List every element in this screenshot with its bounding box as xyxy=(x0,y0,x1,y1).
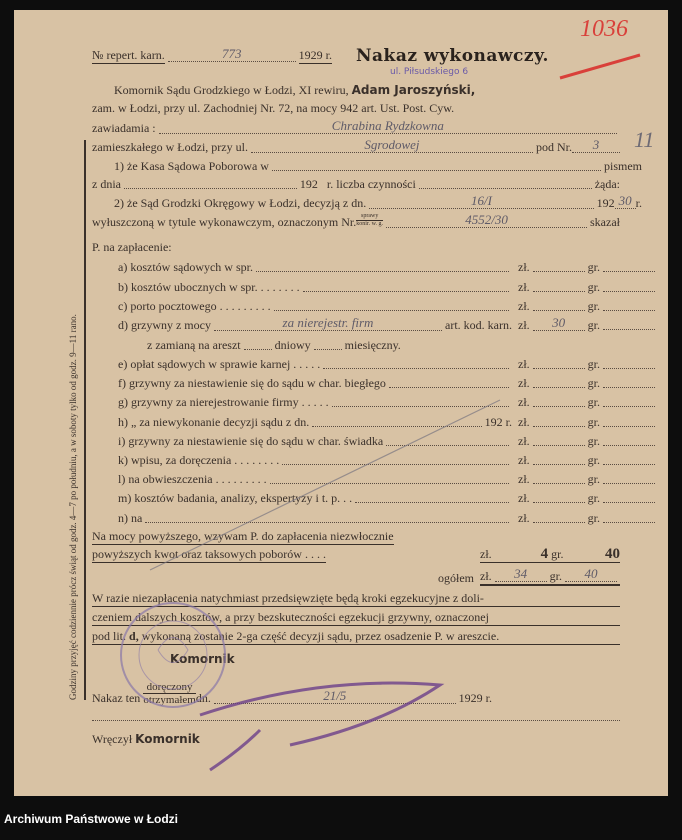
handwritten-case-no: 4552/30 xyxy=(386,213,587,228)
zl-label: zł. xyxy=(518,280,530,294)
fee-item-row xyxy=(92,374,658,391)
fee-item-row xyxy=(92,355,658,372)
komornik-label: Komornik xyxy=(170,652,235,666)
gr-label: gr. xyxy=(587,318,601,332)
ogolem-label: ogółem xyxy=(438,571,474,585)
warning-text: W razie niezapłacenia natychmiast przedsięwzięte będą kroki egzekucyjne z doli- xyxy=(92,591,620,607)
warning-text: pod lit. xyxy=(92,629,127,643)
gr-label: gr. xyxy=(587,415,601,429)
fee-item-label: d) grzywny z mocy xyxy=(118,318,211,332)
fee-item-suffix: 192 r. xyxy=(484,415,512,429)
fee-item-row xyxy=(92,432,658,449)
address-row xyxy=(92,138,620,155)
zl-label: zł. xyxy=(518,299,530,313)
gr-label: gr. xyxy=(587,280,601,294)
signature-line xyxy=(92,720,620,721)
warning-text: wykonaną zostanie 2-ga część decyzji sądu, przez osadzenie P. w areszcie. xyxy=(141,629,500,643)
fee-item-label: h) „ za niewykonanie decyzji sądu z dn. xyxy=(118,415,310,429)
intro-line-1 xyxy=(92,81,642,98)
fee-item-row xyxy=(92,297,658,314)
zl-label: zł. xyxy=(518,376,530,390)
liczba-label: r. liczba czynności xyxy=(326,177,416,191)
gr-label: gr. xyxy=(587,357,601,371)
fee-item-row xyxy=(92,393,658,410)
address-stamp: ul. Piłsudskiego 6 xyxy=(390,67,469,77)
komornik-label: Komornik xyxy=(135,732,200,746)
fee-item-row xyxy=(92,509,658,526)
letter-d: d, xyxy=(129,629,139,643)
handwritten-date: 16/I xyxy=(369,194,593,209)
archive-caption: Archiwum Państwowe w Łodzi xyxy=(4,812,179,826)
fee-item-label: e) opłat sądowych w sprawie karnej . . . . . xyxy=(118,357,321,371)
office-hours-note: Godziny przyjęć codziennie prócz świąt od godz. 4—7 po południu, a w soboty tylko od godz. 9—11 rano. xyxy=(68,140,86,700)
zl-label: zł. xyxy=(518,472,530,486)
zl-label: zł. xyxy=(480,569,492,583)
year-label: 192 xyxy=(299,177,318,191)
zl-label: zł. xyxy=(480,547,492,561)
fee-item-label: a) kosztów sądowych w spr. xyxy=(118,260,253,274)
z-dnia-label: z dnia xyxy=(92,177,121,191)
zl-label: zł. xyxy=(518,453,530,467)
gr-label: gr. xyxy=(549,569,563,583)
bailiff-name: Adam Jaroszyński, xyxy=(351,83,476,97)
na-zaplacenie: P. na zapłacenie: xyxy=(92,240,172,254)
zawiadamia-label: zawiadamia : xyxy=(92,121,156,135)
gr-label: gr. xyxy=(587,395,601,409)
summons-line-2 xyxy=(92,546,620,563)
zl-label: zł. xyxy=(518,318,530,332)
gr-label: gr. xyxy=(587,511,601,525)
fee-item-row xyxy=(92,316,658,333)
total-row xyxy=(92,569,620,586)
handwritten-name: Chrabina Rydzkowna xyxy=(159,119,617,134)
point-2-row xyxy=(92,194,642,211)
fee-item-row xyxy=(92,278,658,295)
otrzymalem-label: otrzymałem xyxy=(143,694,196,706)
gr-label: gr. xyxy=(587,434,601,448)
fee-gr: 40 xyxy=(605,546,621,562)
point-1-row xyxy=(92,157,642,174)
handwritten-fine-reason: za nierejestr. firm xyxy=(214,316,442,331)
dniowy-label: dniowy xyxy=(274,338,311,352)
fee-item-row xyxy=(92,470,658,487)
fee-item-label: n) na xyxy=(118,511,143,525)
fee-item-label: c) porto pocztowego . . . . . . . . . xyxy=(118,299,271,313)
fee-item-row xyxy=(92,413,658,430)
address-label: zamieszkałego w Łodzi, przy ul. xyxy=(92,140,248,154)
year-label: 192 xyxy=(596,196,615,210)
zawiadamia-row xyxy=(92,119,620,136)
r-label: r. xyxy=(635,196,642,210)
intro-text: Komornik Sądu Grodzkiego w Łodzi, XI rewiru, xyxy=(114,83,349,97)
title-nr-row xyxy=(92,213,620,230)
fee-item-label: g) grzywny za nierejestrowanie firmy . . . . . xyxy=(118,395,329,409)
handwritten-total-gr: 40 xyxy=(565,567,617,582)
summons-text: powyższych kwot oraz taksowych poborów . . . . xyxy=(92,547,326,561)
handwritten-street: Sgrodowej xyxy=(251,138,533,153)
point-2-text: 2) że Sąd Grodzki Okręgowy w Łodzi, decyzją z dn. xyxy=(114,196,367,210)
handwritten-total-zl: 34 xyxy=(495,567,547,582)
zl-label: zł. xyxy=(518,511,530,525)
fee-item-label: k) wpisu, za doręczenia . . . . . . . . xyxy=(118,453,280,467)
fee-item-label: i) grzywny za niestawienie się do sądu w char. świadka xyxy=(118,434,384,448)
gr-label: gr. xyxy=(587,376,601,390)
fraction-label xyxy=(356,213,383,228)
handwritten-repert-no: 773 xyxy=(168,47,296,62)
gr-label: gr. xyxy=(587,260,601,274)
summons-line-1 xyxy=(92,528,468,545)
gr-label: gr. xyxy=(551,547,564,561)
point-1-text: 1) że Kasa Sądowa Poborowa w xyxy=(114,159,269,173)
konir-label: konir. w. g. xyxy=(356,221,384,227)
handwritten-fine-amount: 30 xyxy=(533,316,585,331)
fee-item-suffix: art. kod. karn. xyxy=(445,318,512,332)
gr-label: gr. xyxy=(587,472,601,486)
zl-label: zł. xyxy=(518,395,530,409)
warning-text: czeniem dalszych kosztów, a przy bezskuteczności egzekucji grzywny, oznaczonej xyxy=(92,610,620,626)
intro-line-2: zam. w Łodzi, przy ul. Zachodniej Nr. 72, na mocy 942 art. Ust. Post. Cyw. xyxy=(92,101,455,115)
handwritten-year: 30 xyxy=(615,194,636,209)
handwritten-nr: 3 xyxy=(572,138,620,153)
zl-label: zł. xyxy=(518,491,530,505)
handwritten-red-number: 1036 xyxy=(580,16,628,42)
z-dnia-row xyxy=(92,175,620,192)
fee-item-label: m) kosztów badania, analizy, ekspertyzy i t. p. . . xyxy=(118,491,353,505)
fee-zl: 4 xyxy=(540,546,549,562)
repert-year: 1929 r. xyxy=(298,48,332,62)
fee-item-row xyxy=(92,489,658,506)
fee-item-label: f) grzywny za niestawienie się do sądu w char. biegłego xyxy=(118,376,386,390)
miesieczny-label: miesięczny. xyxy=(344,338,401,352)
sprawy-label: sprawy xyxy=(356,213,383,221)
areszt-row xyxy=(92,336,675,353)
nakaz-label: Nakaz ten xyxy=(92,691,141,705)
wreczyl-label: Wręczył xyxy=(92,732,133,746)
zl-label: zł. xyxy=(518,434,530,448)
handover-row xyxy=(92,730,620,747)
repert-row xyxy=(92,47,332,64)
handwritten-date-2: 21/5 xyxy=(214,689,456,704)
gr-label: gr. xyxy=(587,491,601,505)
zl-label: zł. xyxy=(518,357,530,371)
zl-label: zł. xyxy=(518,260,530,274)
fee-item-label: l) na obwieszczenia . . . . . . . . . xyxy=(118,472,267,486)
gr-label: gr. xyxy=(587,453,601,467)
dn-label: dn. xyxy=(195,691,211,705)
pismem-label: pismem xyxy=(604,159,642,173)
fee-item-row xyxy=(92,258,658,275)
nr-label: pod Nr. xyxy=(536,140,572,154)
official-seal xyxy=(118,600,228,710)
skazal-label: skazał xyxy=(590,215,620,229)
zl-label: zł. xyxy=(518,415,530,429)
areszt-label: z zamianą na areszt xyxy=(147,338,241,352)
repert-label: № repert. karn. xyxy=(92,48,165,62)
year-label: 1929 r. xyxy=(458,691,492,705)
document-title: Nakaz wykonawczy. xyxy=(356,46,549,66)
summons-text: Na mocy powyższego, wzywam P. do zapłacenia niezwłocznie xyxy=(92,529,394,543)
wylusz-text: wyłuszczoną w tytule wykonawczym, oznaczonym Nr. xyxy=(92,215,357,229)
fee-item-row xyxy=(92,451,658,468)
fee-item-label: b) kosztów ubocznych w spr. . . . . . . . xyxy=(118,280,300,294)
doreczony-label: doręczony xyxy=(143,681,196,694)
handwritten-margin-no: 11 xyxy=(634,127,655,152)
gr-label: gr. xyxy=(587,299,601,313)
zada-label: żąda: xyxy=(594,177,620,191)
